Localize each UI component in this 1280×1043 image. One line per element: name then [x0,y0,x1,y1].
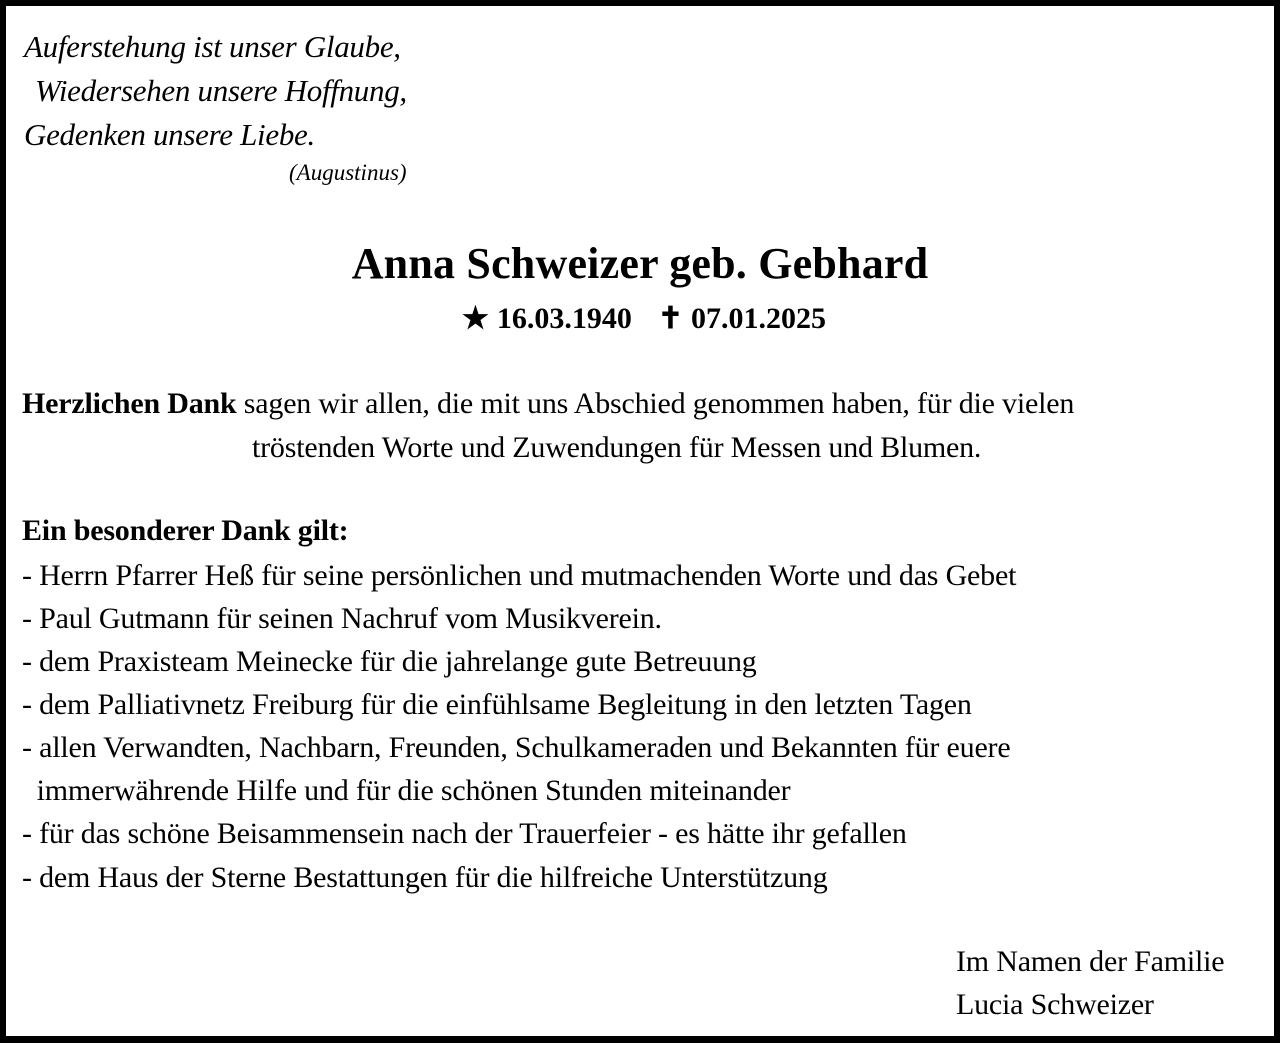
list-item: - Herrn Pfarrer Heß für seine persönlichen und mutmachenden Worte und das Gebet [22,559,1017,592]
quote-line-1: Auferstehung ist unser Glaube, [24,29,401,64]
quote-line-2: Wiedersehen unsere Hoffnung, [35,73,407,108]
signature-name: Lucia Schweizer [956,988,1154,1021]
list-item: - Paul Gutmann für seinen Nachruf vom Musikverein. [22,602,662,635]
special-thanks-heading: Ein besonderer Dank gilt: [22,514,349,547]
thanks-lead: Herzlichen Dank [22,387,237,420]
death-date: 07.01.2025 [691,302,827,335]
list-item: - dem Haus der Sterne Bestattungen für die hilfreiche Unterstützung [22,861,828,894]
signature-line-1: Im Namen der Familie [956,945,1225,978]
list-item: - allen Verwandten, Nachbarn, Freunden, Schulkameraden und Bekannten für euere [22,731,1011,764]
list-item: - dem Palliativnetz Freiburg für die einfühlsame Begleitung in den letzten Tagen [22,688,972,721]
list-item: - dem Praxisteam Meinecke für die jahrelange gute Betreuung [22,645,757,678]
life-dates [6,304,1280,334]
death-cross-icon: ✝ [657,302,684,335]
list-item: - für das schöne Beisammensein nach der Trauerfeier - es hätte ihr gefallen [22,817,907,850]
quote-source: (Augustinus) [289,160,407,185]
quote-line-3: Gedenken unsere Liebe. [24,117,315,152]
birth-date: 16.03.1940 [496,302,632,335]
deceased-name: Anna Schweizer geb. Gebhard [351,239,929,288]
list-item-continuation: immerwährende Hilfe und für die schönen Stunden miteinander [22,774,791,807]
birth-star-icon: ★ [461,302,489,335]
thanks-line-1-rest: sagen wir allen, die mit uns Abschied genommen haben, für die vielen [236,387,1075,420]
thanks-line-1 [22,389,1074,419]
thanks-line-2: tröstenden Worte und Zuwendungen für Messen und Blumen. [252,431,982,464]
